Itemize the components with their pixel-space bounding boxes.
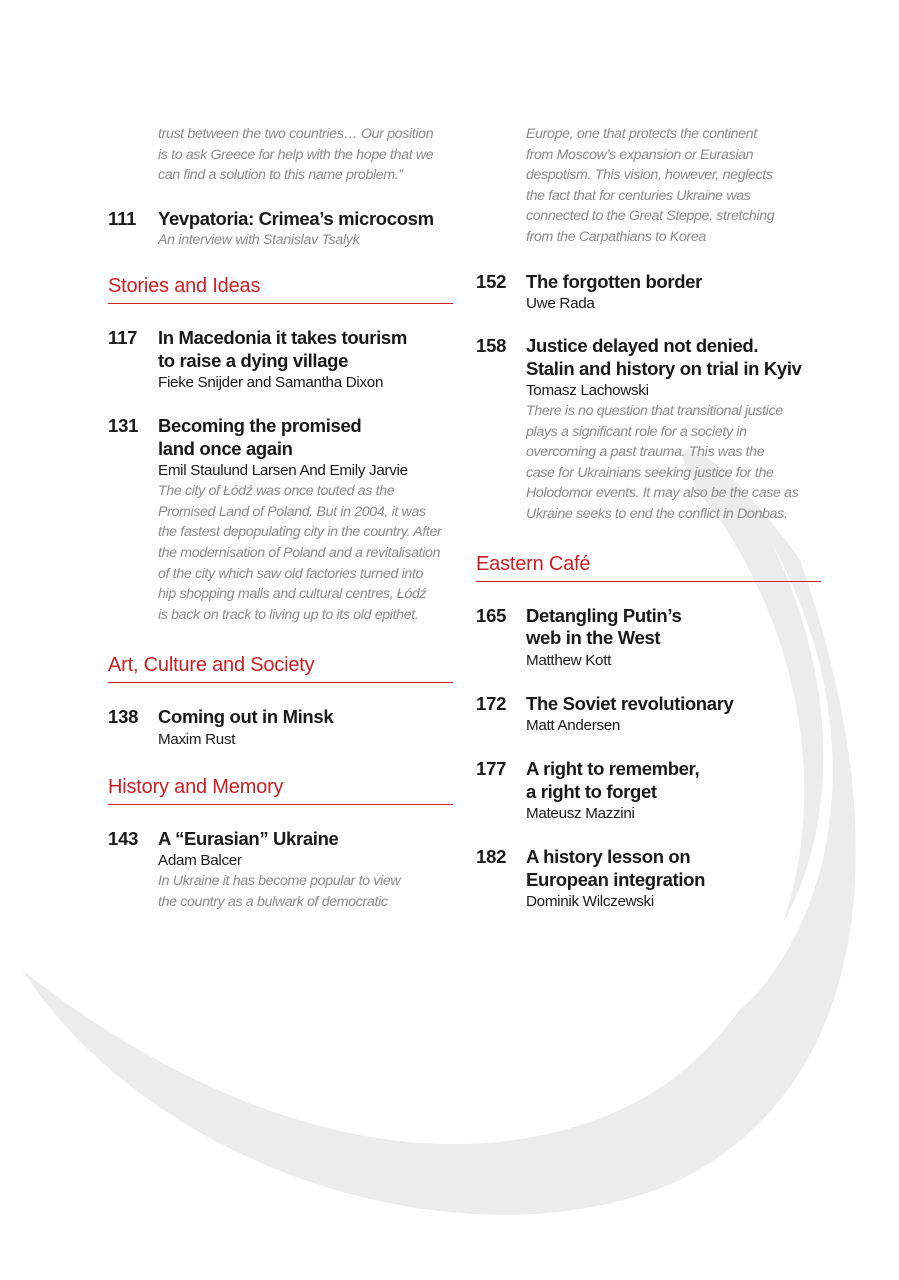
article-title: Coming out in Minsk [158, 706, 334, 728]
abstract-line: case for Ukrainians seeking justice for the [526, 464, 774, 481]
abstract-text [526, 401, 821, 525]
continued-abstract [158, 124, 453, 186]
article-author: Tomasz Lachowski [526, 382, 649, 400]
title-line: A right to remember, [526, 758, 700, 780]
abstract-line: Holodomor events. It may also be the case as [526, 485, 799, 502]
title-line: Stalin and history on trial in Kyiv [526, 357, 802, 379]
article-title [526, 605, 821, 650]
section-heading-history: History and Memory [108, 775, 453, 805]
abstract-text [526, 124, 821, 248]
toc-entry-131[interactable] [108, 415, 453, 625]
abstract-text [158, 481, 453, 625]
toc-entry-165[interactable] [476, 605, 821, 671]
abstract-line: There is no question that transitional justice [526, 403, 783, 420]
page-number: 177 [476, 758, 507, 780]
abstract-line: from the Carpathians to Korea [526, 228, 706, 245]
article-author: Uwe Rada [526, 295, 595, 313]
abstract-line: despotism. This vision, however, neglects [526, 167, 773, 184]
article-title [158, 415, 453, 460]
article-title [158, 327, 453, 372]
article-title [526, 846, 821, 891]
abstract-line: is back on track to living up to its old epithet. [158, 606, 419, 623]
abstract-text [158, 871, 453, 912]
article-author: Adam Balcer [158, 852, 242, 870]
title-line: In Macedonia it takes tourism [158, 327, 407, 349]
title-line: a right to forget [526, 780, 657, 802]
article-author: Mateusz Mazzini [526, 805, 635, 823]
title-line: to raise a dying village [158, 349, 349, 371]
toc-entry-152[interactable] [476, 271, 821, 315]
article-title: The Soviet revolutionary [526, 692, 734, 714]
abstract-line: is to ask Greece for help with the hope that we [158, 146, 434, 163]
abstract-line: In Ukraine it has become popular to view [158, 873, 401, 890]
abstract-line: plays a significant role for a society in [526, 423, 747, 440]
article-title [526, 758, 821, 803]
abstract-line: Promised Land of Poland. But in 2004, it was [158, 503, 426, 520]
article-author: Dominik Wilczewski [526, 893, 654, 911]
page-number: 152 [476, 270, 507, 292]
abstract-line: connected to the Great Steppe, stretching [526, 208, 775, 225]
page-number: 172 [476, 692, 507, 714]
abstract-line: the fastest depopulating city in the country. After [158, 524, 442, 541]
toc-entry-158[interactable] [476, 335, 821, 525]
article-author: Emil Staulund Larsen And Emily Jarvie [158, 462, 408, 480]
article-title: The forgotten border [526, 270, 702, 292]
article-author: Matthew Kott [526, 651, 612, 669]
abstract-line: Europe, one that protects the continent [526, 126, 757, 142]
article-title: A “Eurasian” Ukraine [158, 827, 339, 849]
abstract-line: hip shopping malls and cultural centres, Łódź [158, 586, 427, 603]
continued-abstract [526, 124, 821, 248]
toc-entry-182[interactable] [476, 846, 821, 912]
page-number: 158 [476, 335, 507, 357]
article-author: An interview with Stanislav Tsalyk [158, 232, 360, 249]
abstract-line: The city of Łódź was once touted as the [158, 483, 395, 500]
title-line: Justice delayed not denied. [526, 335, 759, 357]
page-number: 111 [108, 207, 137, 229]
toc-entry-111[interactable] [108, 208, 453, 252]
toc-left-column [108, 124, 453, 913]
abstract-line: can find a solution to this name problem.” [158, 167, 403, 184]
article-author: Fieke Snijder and Samantha Dixon [158, 374, 384, 392]
title-line: land once again [158, 437, 293, 459]
toc-entry-138[interactable] [108, 706, 453, 750]
article-author: Maxim Rust [158, 730, 236, 748]
section-heading-stories: Stories and Ideas [108, 274, 453, 304]
toc-entry-177[interactable] [476, 758, 821, 824]
abstract-line: the modernisation of Poland and a revitalisation [158, 545, 441, 562]
article-title [526, 335, 821, 380]
title-line: Becoming the promised [158, 415, 362, 437]
abstract-line: Ukraine seeks to end the conflict in Donbas. [526, 506, 788, 523]
title-line: web in the West [526, 627, 661, 649]
abstract-line: the fact that for centuries Ukraine was [526, 187, 751, 204]
page-number: 143 [108, 827, 139, 849]
page-number: 182 [476, 846, 507, 868]
title-line: A history lesson on [526, 846, 691, 868]
page-number: 117 [108, 327, 138, 349]
section-heading-art: Art, Culture and Society [108, 653, 453, 683]
page-number: 138 [108, 706, 139, 728]
toc-right-column [476, 124, 821, 912]
abstract-line: overcoming a past trauma. This was the [526, 444, 765, 461]
abstract-text [158, 124, 453, 186]
abstract-line: from Moscow’s expansion or Eurasian [526, 146, 754, 163]
section-heading-cafe: Eastern Café [476, 552, 821, 582]
page-number: 165 [476, 604, 507, 626]
article-title: Yevpatoria: Crimea’s microcosm [158, 207, 434, 229]
toc-entry-172[interactable] [476, 693, 821, 737]
abstract-line: of the city which saw old factories turned into [158, 565, 424, 582]
toc-entry-117[interactable] [108, 327, 453, 393]
abstract-line: the country as a bulwark of democratic [158, 894, 388, 911]
page-number: 131 [108, 415, 139, 437]
title-line: European integration [526, 868, 706, 890]
toc-entry-143[interactable] [108, 828, 453, 913]
abstract-line: trust between the two countries… Our position [158, 126, 434, 142]
article-author: Matt Andersen [526, 717, 621, 735]
title-line: Detangling Putin’s [526, 604, 682, 626]
